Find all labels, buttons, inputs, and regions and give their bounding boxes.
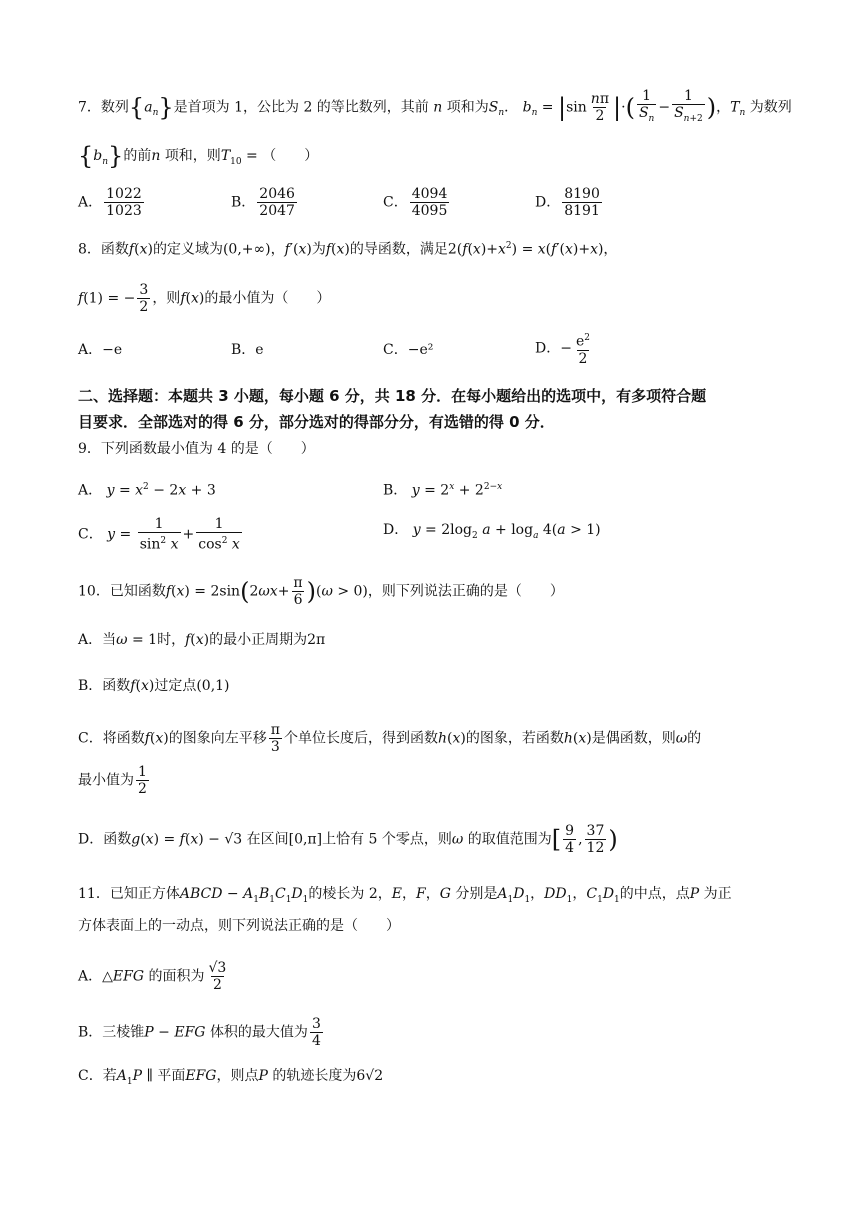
q7-option-a: A． $\frac{1022}{1023}$ — [78, 186, 142, 219]
q7-text: 的前 — [123, 148, 152, 164]
q10-option-b: B．函数f(x)过定点(0,1) — [78, 678, 230, 694]
q11-stem-line1: 11．已知正方体ABCD − $A_1B_1C_1D_1$的棱长为 2，E，F，G 分别是$A_1D_1$，$DD_1$，$C_1D_1$的中点，点P 为正 — [78, 886, 732, 905]
q9-option-d: D． $y = 2\log_2$ $a + \log_a 4(a > 1)$ — [383, 522, 601, 541]
q7-text: 是首项为 1，公比为 2 的等比数列，其前 — [173, 99, 429, 116]
q8-option-d: D．− $\frac{e^2}{2}$ — [535, 333, 590, 367]
q11-option-a: A．△EFG 的面积为 $\frac{√3}{2}$ — [78, 960, 227, 993]
q10-option-a: A．当ω = 1时，f(x)的最小正周期为2π — [78, 632, 326, 648]
section-2-header: 二、选择题：本题共 3 小题，每小题 6 分，共 18 分．在每小题给出的选项中，有多项符合题 目要求．全部选对的得 6 分，部分选对的得部分分，有选错的得 0 分． — [78, 387, 707, 431]
formula-fraction: $\frac{1}{S_{n+2}}$ — [672, 88, 705, 127]
q9-option-a: A． $y = x^2 - 2x + 3$ — [78, 482, 216, 499]
q11-option-b: B．三棱锥P − EFG 体积的最大值为 $\frac{3}{4}$ — [78, 1016, 321, 1049]
q8-option-a: A．−e — [78, 342, 123, 358]
q10-stem: 10．已知函数f(x) = 2sin(2ωx+ $\frac{\pi}{6}$ )(ω > 0)，则下列说法正确的是（ ） — [78, 575, 564, 608]
q10-option-c-line1: C．将函数f(x)的图象向左平移 $\frac{\pi}{3}$ 个单位长度后，得到函数h(x)的图象，若函数h(x)是偶函数，则ω的 — [78, 722, 702, 755]
formula-fraction: $\frac{n\pi}{2}$ — [590, 90, 610, 124]
q7-option-d: D． $\frac{8190}{8191}$ — [535, 186, 600, 219]
q10-option-c-line2: 最小值为 $\frac{1}{2}$ — [78, 764, 147, 797]
q9-option-b: B． $y = 2^x + 2^{2-x}$ — [383, 482, 503, 499]
q8-option-c: C．−e² — [383, 342, 434, 358]
q7-text: 项和为 — [446, 99, 489, 116]
formula-fraction: $\frac{1}{S_n}$ — [637, 88, 656, 127]
q7-text: 7．数列 — [78, 99, 129, 116]
q8-stem-line1: 8．函数f(x)的定义域为(0,+∞)，f′(x)为f(x)的导函数，满足$2(f(x)+x^2) = x(f'(x)+x)$， — [78, 241, 618, 258]
q10-option-d: D．函数g(x) = f(x) − √3 在区间[0,π]上恰有 5 个零点，则ω 的取值范围为[ $\frac{9}{4}$ , $\frac{37}{12}$ ) — [78, 823, 618, 856]
q8-stem-line2: f(1) = − $\frac{3}{2}$ ，则f(x)的最小值为（ ） — [78, 282, 331, 315]
q7-stem-line1: 7．数列$\{a_n\}$是首项为 1，公比为 2 的等比数列，其前 n 项和为$S_n$． $b_n = |\sin$ $\frac{n\pi}{2}$ |·( $\frac{1}{S_n}$ − $\frac{1}{S_{n+2}}$ )，$T_n$ 为数列 — [78, 88, 792, 127]
q7-text: （ ） — [262, 148, 319, 164]
q9-option-c: C． y = $\frac{1}{\sin^2 x}$ + $\frac{1}{\cos^2 x}$ — [78, 516, 240, 553]
q7-option-b: B． $\frac{2046}{2047}$ — [231, 186, 295, 219]
q7-text: 为数列 — [749, 99, 792, 116]
q7-stem-line2: $\{b_n\}$的前n 项和，则$T_{10}$ = （ ） — [78, 142, 319, 170]
q11-stem-line2: 方体表面上的一动点，则下列说法正确的是（ ） — [78, 918, 400, 934]
q7-option-c: C． $\frac{4094}{4095}$ — [383, 186, 448, 219]
q9-stem: 9．下列函数最小值为 4 的是（ ） — [78, 441, 315, 457]
q7-text: 项和，则 — [164, 148, 221, 164]
q11-option-c: C．若$A_1P$ ∥ 平面EFG，则点P 的轨迹长度为6√2 — [78, 1068, 384, 1087]
q8-option-b: B．e — [231, 342, 264, 358]
